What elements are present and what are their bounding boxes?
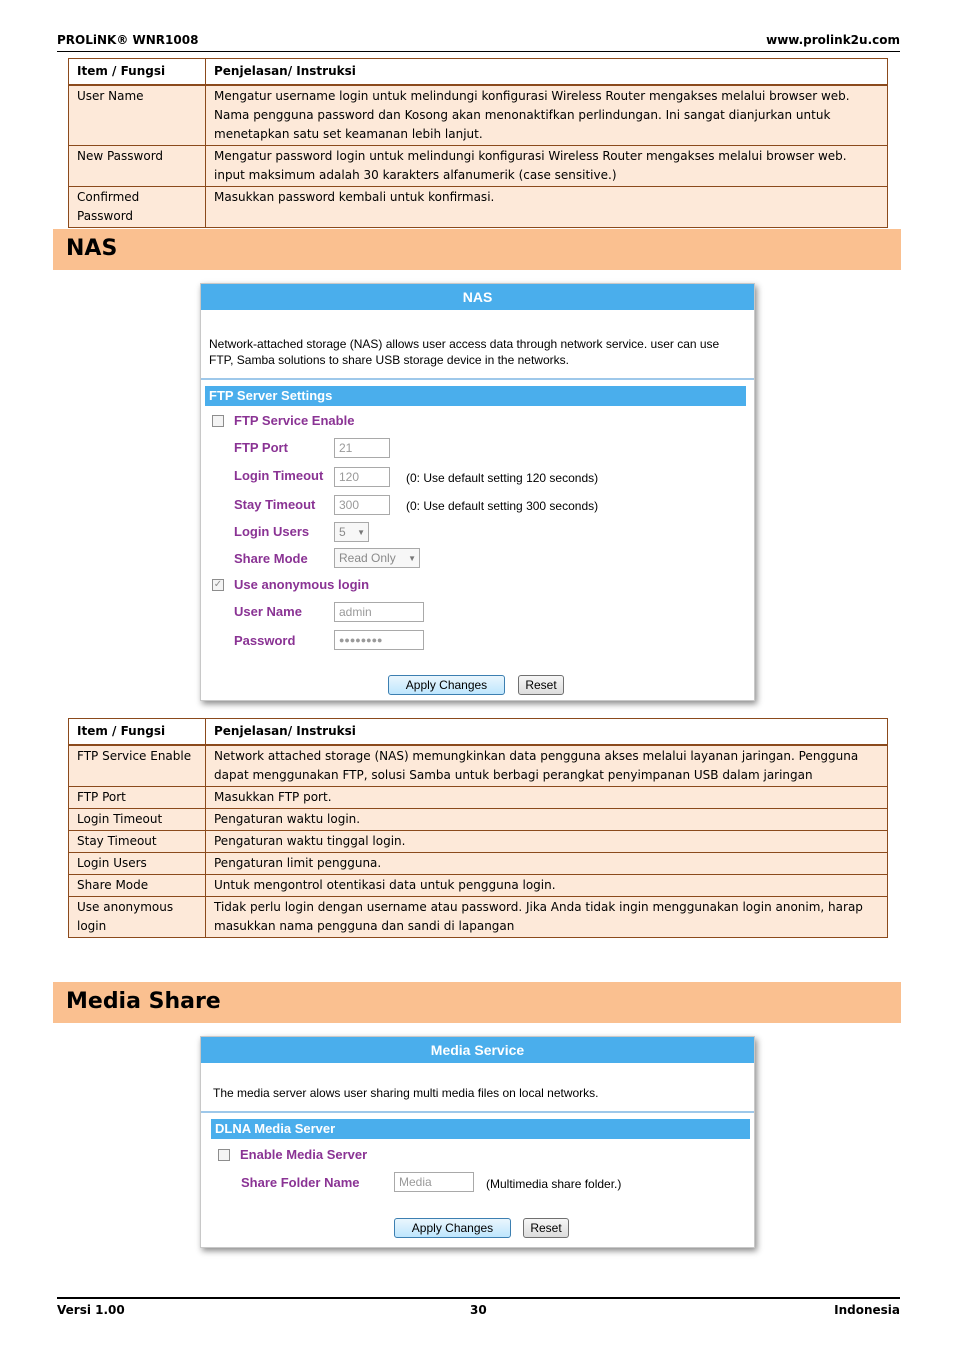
description-cell: Masukkan FTP port.	[206, 787, 888, 809]
header-website: www.prolink2u.com	[766, 33, 900, 47]
footer-version: Versi 1.00	[57, 1303, 125, 1317]
table-header-row	[69, 719, 888, 746]
item-cell: User Name	[69, 85, 206, 146]
password-input[interactable]: ●●●●●●●●	[334, 630, 424, 650]
stay-timeout-hint: (0: Use default setting 300 seconds)	[406, 499, 599, 513]
share-folder-name-input[interactable]: Media	[394, 1172, 474, 1192]
table-row	[69, 809, 888, 831]
ftp-service-enable-checkbox[interactable]	[212, 415, 224, 427]
item-cell: FTP Port	[69, 787, 206, 809]
item-cell: Stay Timeout	[69, 831, 206, 853]
enable-media-server-label: Enable Media Server	[240, 1147, 368, 1162]
reset-button[interactable]: Reset	[523, 1218, 569, 1238]
chevron-down-icon: ▼	[357, 528, 365, 537]
divider	[201, 1111, 754, 1113]
table-row	[69, 831, 888, 853]
stay-timeout-input[interactable]: 300	[334, 495, 390, 515]
share-folder-name-label: Share Folder Name	[241, 1175, 360, 1190]
page-header	[57, 32, 900, 52]
login-users-select[interactable]	[334, 522, 369, 542]
reset-button[interactable]: Reset	[518, 675, 564, 695]
table-row	[69, 85, 888, 146]
item-cell: Login Timeout	[69, 809, 206, 831]
enable-media-server-checkbox[interactable]	[218, 1149, 230, 1161]
description-cell: Pengaturan limit pengguna.	[206, 853, 888, 875]
login-timeout-input[interactable]: 120	[334, 467, 390, 487]
login-timeout-hint: (0: Use default setting 120 seconds)	[406, 471, 599, 485]
apply-changes-button[interactable]: Apply Changes	[388, 675, 505, 695]
column-header: Penjelasan/ Instruksi	[206, 719, 888, 746]
description-cell: Masukkan password kembali untuk konfirmasi.	[206, 187, 888, 228]
description-cell: Pengaturan waktu tinggal login.	[206, 831, 888, 853]
divider	[201, 378, 754, 380]
table-row	[69, 187, 888, 228]
ftp-port-label: FTP Port	[234, 440, 288, 455]
table-header-row	[69, 59, 888, 86]
share-folder-hint: (Multimedia share folder.)	[486, 1177, 622, 1191]
chevron-down-icon: ▼	[408, 554, 416, 563]
description-cell: Tidak perlu login dengan username atau password. Jika Anda tidak ingin menggunakan login anonim, harap masukkan nama pengguna dan sandi di lapangan	[206, 897, 888, 938]
login-timeout-label: Login Timeout	[234, 468, 324, 483]
nas-settings-panel	[200, 283, 755, 701]
item-cell: New Password	[69, 146, 206, 187]
table-row	[69, 745, 888, 787]
share-mode-label: Share Mode	[234, 551, 308, 566]
description-cell: Untuk mengontrol otentikasi data untuk pengguna login.	[206, 875, 888, 897]
ftp-port-input[interactable]: 21	[334, 438, 390, 458]
dlna-media-server-header: DLNA Media Server	[211, 1119, 750, 1139]
item-cell: Share Mode	[69, 875, 206, 897]
column-header: Item / Fungsi	[69, 719, 206, 746]
item-cell: Use anonymous login	[69, 897, 206, 938]
nas-description-table	[68, 718, 888, 938]
user-name-label: User Name	[234, 604, 302, 619]
footer-language: Indonesia	[834, 1303, 900, 1317]
share-mode-select[interactable]	[334, 548, 420, 568]
section-title-media-share: Media Share	[53, 982, 901, 1023]
panel-description: Network-attached storage (NAS) allows user access data through network service. user can use FTP, Samba solutions to share USB storage device in the networks.	[209, 337, 720, 367]
header-product: PROLiNK® WNR1008	[57, 33, 199, 47]
table-row	[69, 853, 888, 875]
description-cell: Mengatur password login untuk melindungi konfigurasi Wireless Router mengakses melalui browser web. input maksimum adalah 30 karakters alfanumerik (case sensitive.)	[206, 146, 888, 187]
column-header: Penjelasan/ Instruksi	[206, 59, 888, 86]
panel-description: The media server alows user sharing multi media files on local networks.	[213, 1086, 599, 1100]
password-label: Password	[234, 633, 296, 648]
table-row	[69, 787, 888, 809]
table-row	[69, 875, 888, 897]
panel-title: NAS	[201, 284, 754, 310]
description-cell: Network attached storage (NAS) memungkinkan data pengguna akses melalui layanan jaringan. Pengguna dapat menggunakan FTP, solusi Samba untuk berbagi perangkat penyimpanan USB dalam jaringan	[206, 745, 888, 787]
column-header: Item / Fungsi	[69, 59, 206, 86]
page-number: 30	[470, 1303, 487, 1317]
table-row	[69, 146, 888, 187]
stay-timeout-label: Stay Timeout	[234, 497, 316, 512]
item-cell: Login Users	[69, 853, 206, 875]
anonymous-login-checkbox[interactable]: ✓	[213, 579, 223, 590]
share-mode-value: Read Only	[339, 551, 396, 565]
login-users-label: Login Users	[234, 524, 310, 539]
table-row	[69, 897, 888, 938]
media-service-panel	[200, 1036, 755, 1248]
section-title-nas: NAS	[53, 229, 901, 270]
item-cell: FTP Service Enable	[69, 745, 206, 787]
apply-changes-button[interactable]: Apply Changes	[394, 1218, 511, 1238]
description-cell: Mengatur username login untuk melindungi konfigurasi Wireless Router mengakses melalui browser web. Nama pengguna password dan Kosong akan menonaktifkan perlindungan. Ini sangat dianjurkan untuk menetapkan satu set keamanan lebih lanjut.	[206, 85, 888, 146]
anonymous-login-label: Use anonymous login	[234, 577, 370, 592]
description-cell: Pengaturan waktu login.	[206, 809, 888, 831]
ftp-service-enable-label: FTP Service Enable	[234, 413, 355, 428]
panel-title: Media Service	[201, 1037, 754, 1063]
item-cell: Confirmed Password	[69, 187, 206, 228]
user-name-input[interactable]: admin	[334, 602, 424, 622]
page-footer	[57, 1297, 900, 1321]
login-users-value: 5	[339, 525, 346, 539]
ftp-server-settings-header: FTP Server Settings	[205, 386, 746, 406]
user-settings-table	[68, 58, 888, 228]
